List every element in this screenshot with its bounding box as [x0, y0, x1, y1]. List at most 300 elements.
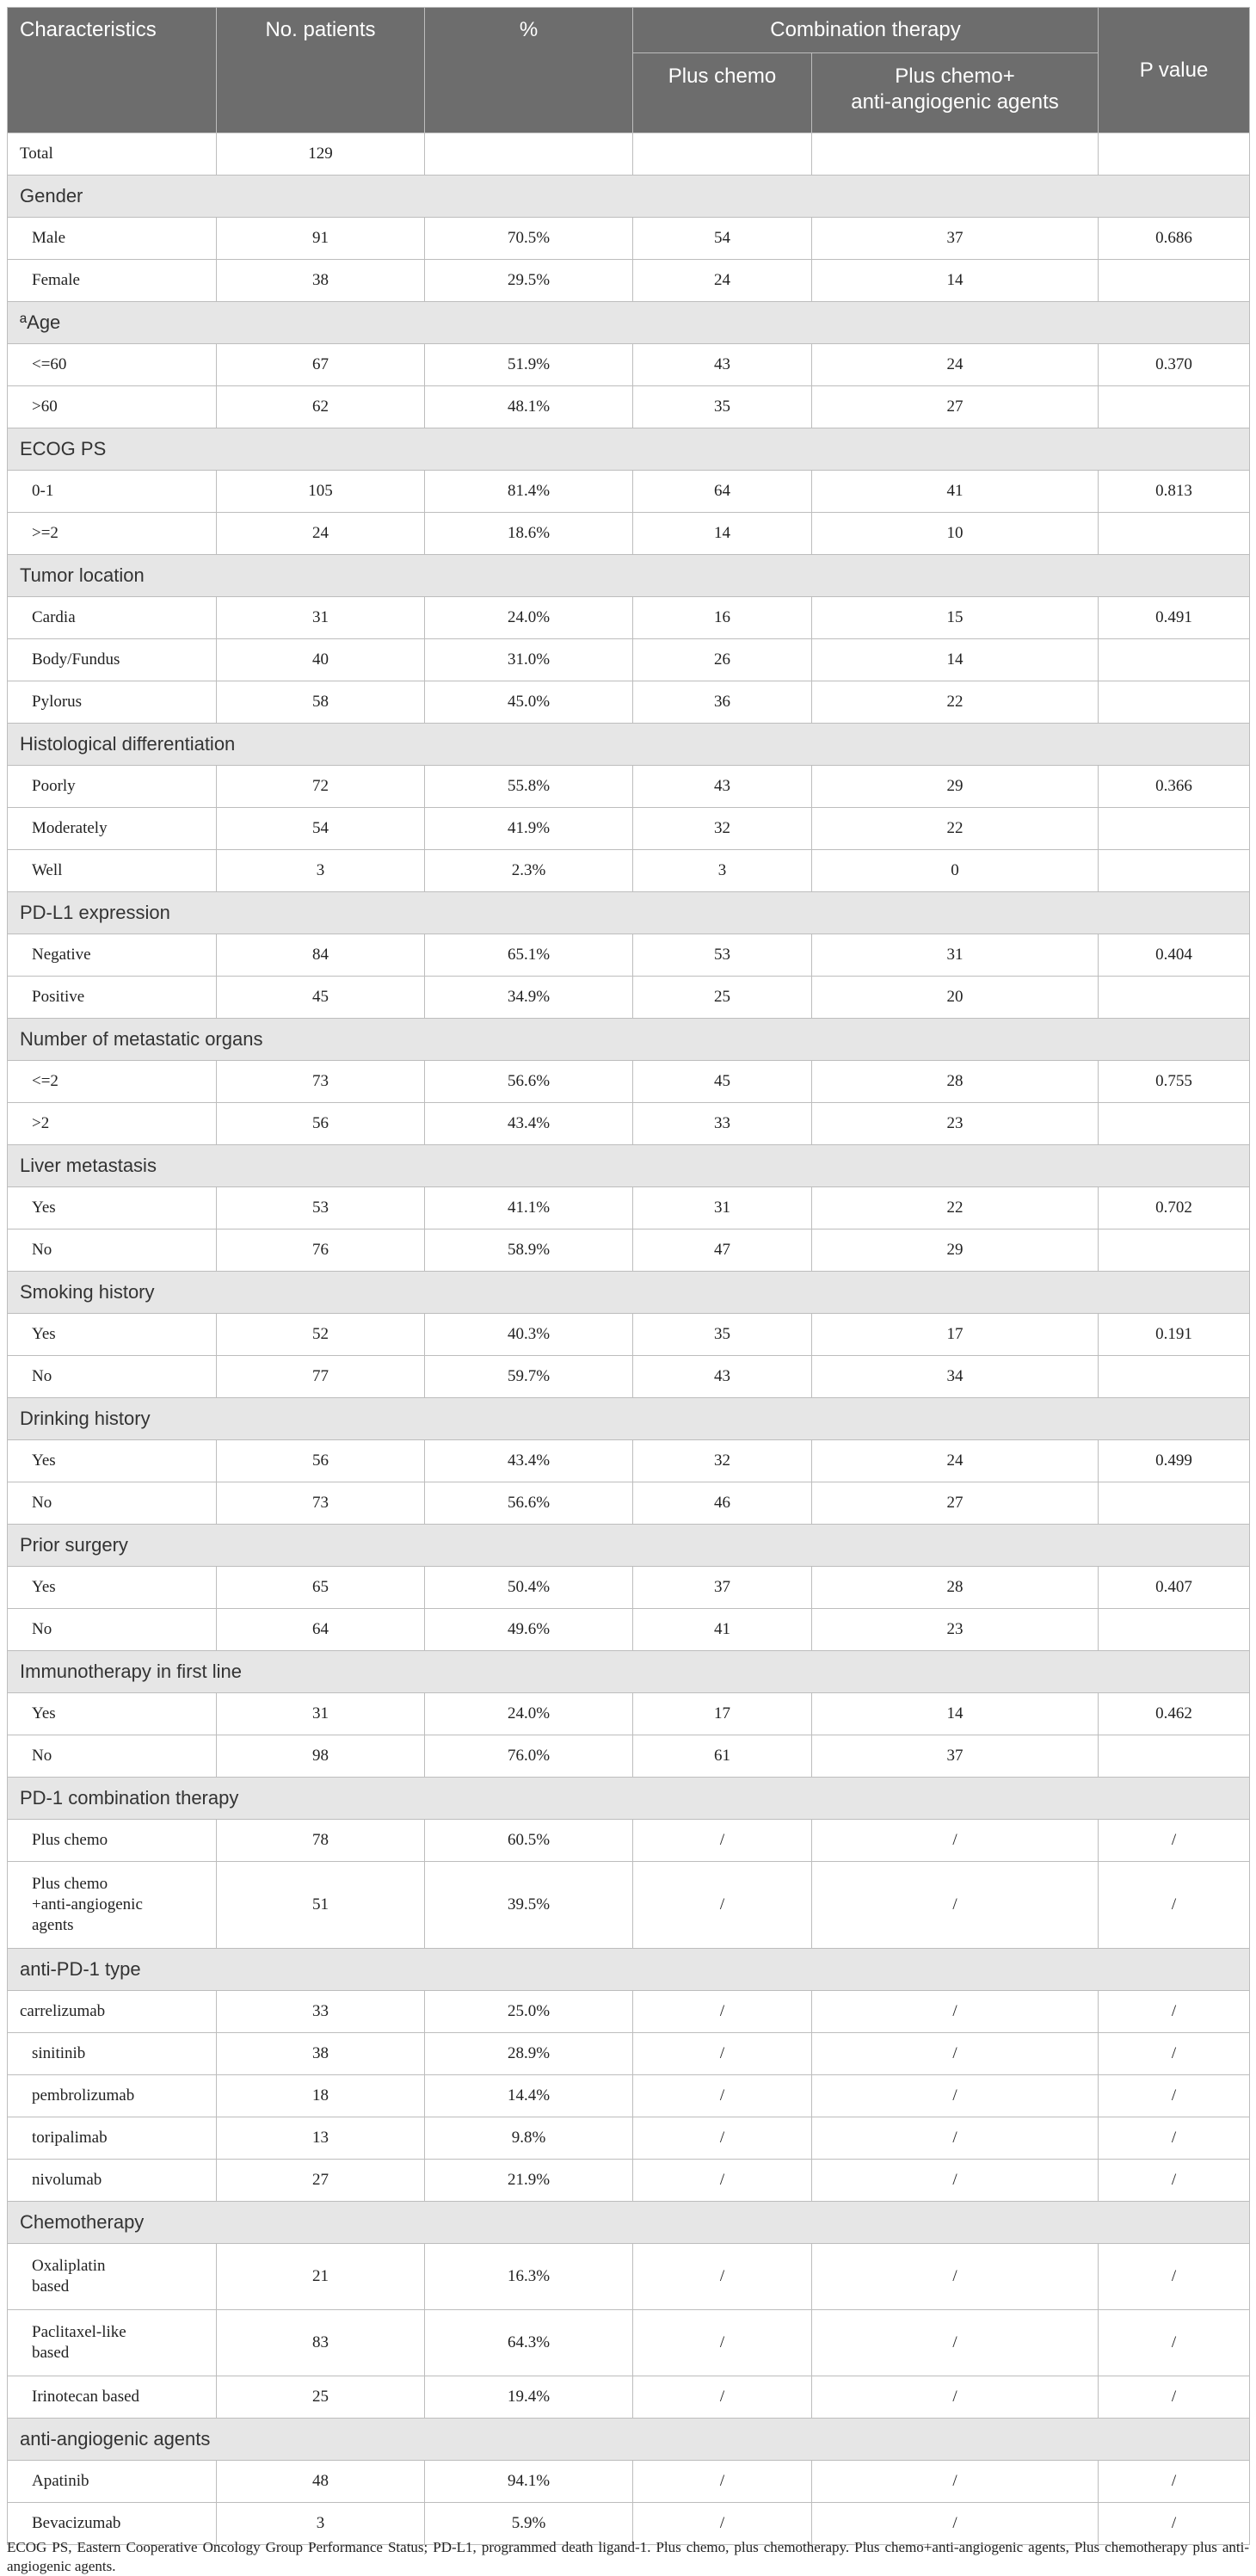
row-n: 53 — [217, 1187, 425, 1229]
row-p: / — [1099, 2075, 1250, 2117]
row-pct: 43.4% — [425, 1440, 633, 1482]
row-p: 0.813 — [1099, 471, 1250, 513]
row-n: 77 — [217, 1356, 425, 1398]
row-n: 3 — [217, 850, 425, 892]
row-p: / — [1099, 2310, 1250, 2376]
row-pct: 5.9% — [425, 2503, 633, 2545]
plus-chemo-aa-line1: Plus chemo+ — [895, 65, 1015, 88]
group-title: PD-L1 expression — [8, 892, 1250, 934]
row-label: sinitinib — [8, 2033, 217, 2075]
row-p: 0.462 — [1099, 1693, 1250, 1735]
row-pct: 51.9% — [425, 344, 633, 386]
group-header-row — [8, 1778, 1250, 1820]
row-p: 0.755 — [1099, 1061, 1250, 1103]
percent-header: % — [425, 8, 633, 133]
row-chemo: / — [633, 2117, 812, 2160]
row-chemo-aa: 17 — [812, 1314, 1099, 1356]
plus-chemo-aa-line2: anti-angiogenic agents — [851, 90, 1059, 114]
row-chemo: / — [633, 2033, 812, 2075]
table-row — [8, 808, 1250, 850]
row-chemo-aa: 34 — [812, 1356, 1099, 1398]
table-row — [8, 218, 1250, 260]
table-row — [8, 1991, 1250, 2033]
group-title: Chemotherapy — [8, 2202, 1250, 2244]
group-title: ECOG PS — [8, 428, 1250, 471]
group-title: ªAge — [8, 302, 1250, 344]
table-row — [8, 934, 1250, 977]
row-pct: 2.3% — [425, 850, 633, 892]
row-n: 18 — [217, 2075, 425, 2117]
group-header-row — [8, 302, 1250, 344]
row-pct: 58.9% — [425, 1229, 633, 1272]
baseline-characteristics-table — [7, 7, 1250, 2545]
row-chemo: 3 — [633, 850, 812, 892]
table-row — [8, 386, 1250, 428]
row-pct: 34.9% — [425, 977, 633, 1019]
row-p — [1099, 977, 1250, 1019]
row-p: / — [1099, 1991, 1250, 2033]
row-label: <=2 — [8, 1061, 217, 1103]
row-p: / — [1099, 2244, 1250, 2310]
row-chemo-aa: / — [812, 1991, 1099, 2033]
row-label: 0-1 — [8, 471, 217, 513]
row-label: Yes — [8, 1693, 217, 1735]
row-p: / — [1099, 2160, 1250, 2202]
table-row — [8, 2376, 1250, 2419]
group-title: Liver metastasis — [8, 1145, 1250, 1187]
row-p: 0.491 — [1099, 597, 1250, 639]
row-pct: 81.4% — [425, 471, 633, 513]
row-p — [1099, 513, 1250, 555]
row-p — [1099, 1609, 1250, 1651]
row-p — [1099, 386, 1250, 428]
row-chemo: 17 — [633, 1693, 812, 1735]
row-chemo-aa: / — [812, 2376, 1099, 2419]
row-pct: 64.3% — [425, 2310, 633, 2376]
row-pct: 94.1% — [425, 2461, 633, 2503]
row-label: >60 — [8, 386, 217, 428]
row-pct: 50.4% — [425, 1567, 633, 1609]
row-chemo: / — [633, 1991, 812, 2033]
row-chemo-aa: 24 — [812, 344, 1099, 386]
table-row — [8, 681, 1250, 724]
row-label: pembrolizumab — [8, 2075, 217, 2117]
group-header-row — [8, 1651, 1250, 1693]
group-title: anti-angiogenic agents — [8, 2419, 1250, 2461]
table-row — [8, 260, 1250, 302]
row-label: Poorly — [8, 766, 217, 808]
row-chemo: 43 — [633, 1356, 812, 1398]
row-chemo-aa: 14 — [812, 1693, 1099, 1735]
row-pct: 41.1% — [425, 1187, 633, 1229]
row-pct: 31.0% — [425, 639, 633, 681]
row-pct: 19.4% — [425, 2376, 633, 2419]
group-header-row — [8, 1145, 1250, 1187]
row-chemo-aa: / — [812, 2503, 1099, 2545]
row-p — [1099, 1735, 1250, 1778]
table-row — [8, 1061, 1250, 1103]
row-pct: 55.8% — [425, 766, 633, 808]
row-label: No — [8, 1229, 217, 1272]
row-pct: 16.3% — [425, 2244, 633, 2310]
row-label: No — [8, 1609, 217, 1651]
row-label: Male — [8, 218, 217, 260]
row-chemo-aa: 24 — [812, 1440, 1099, 1482]
row-pct: 24.0% — [425, 1693, 633, 1735]
table-row — [8, 597, 1250, 639]
row-n: 48 — [217, 2461, 425, 2503]
row-n: 56 — [217, 1103, 425, 1145]
row-n: 54 — [217, 808, 425, 850]
table-row — [8, 2461, 1250, 2503]
no-patients-header: No. patients — [217, 8, 425, 133]
row-label: Pylorus — [8, 681, 217, 724]
row-n: 24 — [217, 513, 425, 555]
table-row — [8, 1440, 1250, 1482]
row-chemo-aa: 41 — [812, 471, 1099, 513]
row-label: Yes — [8, 1314, 217, 1356]
row-chemo: 24 — [633, 260, 812, 302]
table-row — [8, 344, 1250, 386]
row-chemo: 54 — [633, 218, 812, 260]
row-n: 105 — [217, 471, 425, 513]
row-chemo-aa: 28 — [812, 1061, 1099, 1103]
row-n: 98 — [217, 1735, 425, 1778]
row-p: / — [1099, 1862, 1250, 1949]
group-title: anti-PD-1 type — [8, 1949, 1250, 1991]
group-header-row — [8, 1398, 1250, 1440]
row-n: 73 — [217, 1061, 425, 1103]
table-row — [8, 766, 1250, 808]
row-n: 56 — [217, 1440, 425, 1482]
row-chemo-aa: / — [812, 2244, 1099, 2310]
row-n: 52 — [217, 1314, 425, 1356]
row-label: Positive — [8, 977, 217, 1019]
row-chemo-aa: / — [812, 1820, 1099, 1862]
row-chemo-aa: 22 — [812, 681, 1099, 724]
row-label: Paclitaxel-like based — [8, 2310, 217, 2376]
row-label: Plus chemo — [8, 1820, 217, 1862]
total-pct — [425, 133, 633, 176]
row-chemo: 36 — [633, 681, 812, 724]
row-label: nivolumab — [8, 2160, 217, 2202]
row-chemo: 43 — [633, 766, 812, 808]
group-header-row — [8, 1525, 1250, 1567]
row-n: 78 — [217, 1820, 425, 1862]
row-label: No — [8, 1356, 217, 1398]
row-chemo: / — [633, 2244, 812, 2310]
row-n: 83 — [217, 2310, 425, 2376]
row-p: / — [1099, 1820, 1250, 1862]
group-title: Prior surgery — [8, 1525, 1250, 1567]
p-value-header: P value — [1099, 8, 1250, 133]
row-p: 0.404 — [1099, 934, 1250, 977]
group-header-row — [8, 176, 1250, 218]
row-chemo: 26 — [633, 639, 812, 681]
group-title: PD-1 combination therapy — [8, 1778, 1250, 1820]
row-p — [1099, 850, 1250, 892]
table-row — [8, 2244, 1250, 2310]
table-row — [8, 471, 1250, 513]
row-label: <=60 — [8, 344, 217, 386]
total-n: 129 — [217, 133, 425, 176]
row-n: 3 — [217, 2503, 425, 2545]
row-pct: 49.6% — [425, 1609, 633, 1651]
row-chemo: / — [633, 2310, 812, 2376]
row-chemo-aa: 14 — [812, 260, 1099, 302]
row-chemo: 61 — [633, 1735, 812, 1778]
row-label: Negative — [8, 934, 217, 977]
row-n: 31 — [217, 597, 425, 639]
row-n: 72 — [217, 766, 425, 808]
row-chemo-aa: 22 — [812, 808, 1099, 850]
row-n: 31 — [217, 1693, 425, 1735]
row-n: 64 — [217, 1609, 425, 1651]
row-n: 91 — [217, 218, 425, 260]
table-row — [8, 1820, 1250, 1862]
group-header-row — [8, 555, 1250, 597]
row-chemo-aa: / — [812, 1862, 1099, 1949]
row-label: Well — [8, 850, 217, 892]
row-label: Female — [8, 260, 217, 302]
row-p — [1099, 1356, 1250, 1398]
row-p: 0.686 — [1099, 218, 1250, 260]
row-p — [1099, 260, 1250, 302]
group-header-row — [8, 1272, 1250, 1314]
row-p: / — [1099, 2503, 1250, 2545]
row-chemo-aa: / — [812, 2160, 1099, 2202]
row-p: 0.366 — [1099, 766, 1250, 808]
row-pct: 29.5% — [425, 260, 633, 302]
row-label: Oxaliplatin based — [8, 2244, 217, 2310]
row-pct: 28.9% — [425, 2033, 633, 2075]
row-p — [1099, 1229, 1250, 1272]
row-n: 38 — [217, 260, 425, 302]
row-p: / — [1099, 2117, 1250, 2160]
row-chemo-aa: 10 — [812, 513, 1099, 555]
row-chemo: 43 — [633, 344, 812, 386]
row-label: Irinotecan based — [8, 2376, 217, 2419]
row-pct: 24.0% — [425, 597, 633, 639]
row-n: 38 — [217, 2033, 425, 2075]
row-pct: 45.0% — [425, 681, 633, 724]
row-chemo: 31 — [633, 1187, 812, 1229]
row-chemo: / — [633, 1862, 812, 1949]
group-header-row — [8, 2202, 1250, 2244]
table-row — [8, 2310, 1250, 2376]
row-pct: 76.0% — [425, 1735, 633, 1778]
row-pct: 56.6% — [425, 1482, 633, 1525]
row-label: carrelizumab — [8, 1991, 217, 2033]
row-p — [1099, 808, 1250, 850]
row-chemo-aa: 29 — [812, 766, 1099, 808]
row-label: Yes — [8, 1187, 217, 1229]
row-n: 62 — [217, 386, 425, 428]
row-chemo: 47 — [633, 1229, 812, 1272]
group-header-row — [8, 724, 1250, 766]
plus-chemo-aa-header — [812, 53, 1099, 133]
group-header-row — [8, 892, 1250, 934]
row-chemo-aa: 14 — [812, 639, 1099, 681]
row-chemo: 32 — [633, 1440, 812, 1482]
row-chemo: / — [633, 2461, 812, 2503]
row-pct: 70.5% — [425, 218, 633, 260]
row-pct: 18.6% — [425, 513, 633, 555]
row-p: 0.370 — [1099, 344, 1250, 386]
group-title: Drinking history — [8, 1398, 1250, 1440]
row-chemo: 53 — [633, 934, 812, 977]
row-chemo-aa: 20 — [812, 977, 1099, 1019]
group-header-row — [8, 1949, 1250, 1991]
row-p: 0.499 — [1099, 1440, 1250, 1482]
row-chemo-aa: / — [812, 2033, 1099, 2075]
group-header-row — [8, 1019, 1250, 1061]
row-chemo-aa: / — [812, 2310, 1099, 2376]
row-n: 65 — [217, 1567, 425, 1609]
table-row — [8, 850, 1250, 892]
table-row — [8, 639, 1250, 681]
table-row — [8, 2033, 1250, 2075]
row-chemo-aa: 27 — [812, 1482, 1099, 1525]
table-row — [8, 1693, 1250, 1735]
row-label: >2 — [8, 1103, 217, 1145]
table-row — [8, 2117, 1250, 2160]
row-label: Yes — [8, 1567, 217, 1609]
table-row — [8, 1187, 1250, 1229]
row-label: Cardia — [8, 597, 217, 639]
row-label: >=2 — [8, 513, 217, 555]
row-p — [1099, 639, 1250, 681]
row-n: 27 — [217, 2160, 425, 2202]
group-title: Gender — [8, 176, 1250, 218]
table-row — [8, 1609, 1250, 1651]
combination-therapy-header: Combination therapy — [633, 8, 1099, 53]
row-n: 84 — [217, 934, 425, 977]
row-n: 21 — [217, 2244, 425, 2310]
row-chemo: 14 — [633, 513, 812, 555]
table-row — [8, 2075, 1250, 2117]
row-pct: 9.8% — [425, 2117, 633, 2160]
table-row — [8, 1103, 1250, 1145]
total-chemo — [633, 133, 812, 176]
table-row — [8, 1229, 1250, 1272]
row-n: 40 — [217, 639, 425, 681]
row-p — [1099, 1482, 1250, 1525]
row-chemo: / — [633, 1820, 812, 1862]
row-n: 73 — [217, 1482, 425, 1525]
row-chemo-aa: 37 — [812, 1735, 1099, 1778]
row-n: 58 — [217, 681, 425, 724]
table-row — [8, 1735, 1250, 1778]
row-p — [1099, 1103, 1250, 1145]
group-title: Histological differentiation — [8, 724, 1250, 766]
row-chemo-aa: 22 — [812, 1187, 1099, 1229]
row-chemo: 32 — [633, 808, 812, 850]
row-p — [1099, 681, 1250, 724]
row-chemo: 25 — [633, 977, 812, 1019]
row-chemo: / — [633, 2376, 812, 2419]
row-chemo: 33 — [633, 1103, 812, 1145]
row-p: / — [1099, 2033, 1250, 2075]
row-pct: 48.1% — [425, 386, 633, 428]
row-chemo-aa: / — [812, 2075, 1099, 2117]
row-label: Bevacizumab — [8, 2503, 217, 2545]
row-chemo-aa: 29 — [812, 1229, 1099, 1272]
row-chemo-aa: 31 — [812, 934, 1099, 977]
row-n: 67 — [217, 344, 425, 386]
row-n: 76 — [217, 1229, 425, 1272]
row-pct: 59.7% — [425, 1356, 633, 1398]
row-chemo-aa: / — [812, 2117, 1099, 2160]
group-header-row — [8, 428, 1250, 471]
table-footnote: ECOG PS, Eastern Cooperative Oncology Group Performance Status; PD-L1, programmed death ligand-1. Plus chemo, plus chemotherapy. Plus chemo+anti-angiogenic agents, Plus chemotherapy plus anti-angiogenic agents. — [7, 2539, 1249, 2574]
row-chemo-aa: 0 — [812, 850, 1099, 892]
total-label: Total — [8, 133, 217, 176]
row-label: Yes — [8, 1440, 217, 1482]
header-row — [8, 8, 1250, 53]
row-chemo: / — [633, 2503, 812, 2545]
row-chemo-aa: 28 — [812, 1567, 1099, 1609]
group-title: Smoking history — [8, 1272, 1250, 1314]
row-chemo-aa: 37 — [812, 218, 1099, 260]
group-header-row — [8, 2419, 1250, 2461]
row-chemo: 46 — [633, 1482, 812, 1525]
row-chemo: 45 — [633, 1061, 812, 1103]
table-row — [8, 1862, 1250, 1949]
row-pct: 43.4% — [425, 1103, 633, 1145]
row-chemo-aa: / — [812, 2461, 1099, 2503]
row-p: 0.191 — [1099, 1314, 1250, 1356]
table-body — [8, 133, 1250, 2545]
row-n: 51 — [217, 1862, 425, 1949]
row-chemo: / — [633, 2075, 812, 2117]
row-n: 45 — [217, 977, 425, 1019]
row-chemo: / — [633, 2160, 812, 2202]
row-chemo-aa: 15 — [812, 597, 1099, 639]
total-p — [1099, 133, 1250, 176]
row-pct: 60.5% — [425, 1820, 633, 1862]
row-pct: 40.3% — [425, 1314, 633, 1356]
characteristics-header: Characteristics — [8, 8, 217, 133]
row-label: No — [8, 1735, 217, 1778]
row-chemo: 35 — [633, 1314, 812, 1356]
group-title: Number of metastatic organs — [8, 1019, 1250, 1061]
row-label: toripalimab — [8, 2117, 217, 2160]
row-p: 0.407 — [1099, 1567, 1250, 1609]
row-p: / — [1099, 2461, 1250, 2503]
row-n: 33 — [217, 1991, 425, 2033]
row-pct: 39.5% — [425, 1862, 633, 1949]
row-label: No — [8, 1482, 217, 1525]
table-row — [8, 2160, 1250, 2202]
group-title: Immunotherapy in first line — [8, 1651, 1250, 1693]
row-label: Apatinib — [8, 2461, 217, 2503]
row-chemo: 64 — [633, 471, 812, 513]
row-pct: 41.9% — [425, 808, 633, 850]
row-chemo: 16 — [633, 597, 812, 639]
row-label: Plus chemo +anti-angiogenic agents — [8, 1862, 217, 1949]
row-chemo-aa: 23 — [812, 1103, 1099, 1145]
row-label: Moderately — [8, 808, 217, 850]
row-chemo: 35 — [633, 386, 812, 428]
row-pct: 25.0% — [425, 1991, 633, 2033]
table-row — [8, 1567, 1250, 1609]
table-row — [8, 513, 1250, 555]
row-pct: 56.6% — [425, 1061, 633, 1103]
row-pct: 21.9% — [425, 2160, 633, 2202]
row-chemo: 41 — [633, 1609, 812, 1651]
total-row — [8, 133, 1250, 176]
